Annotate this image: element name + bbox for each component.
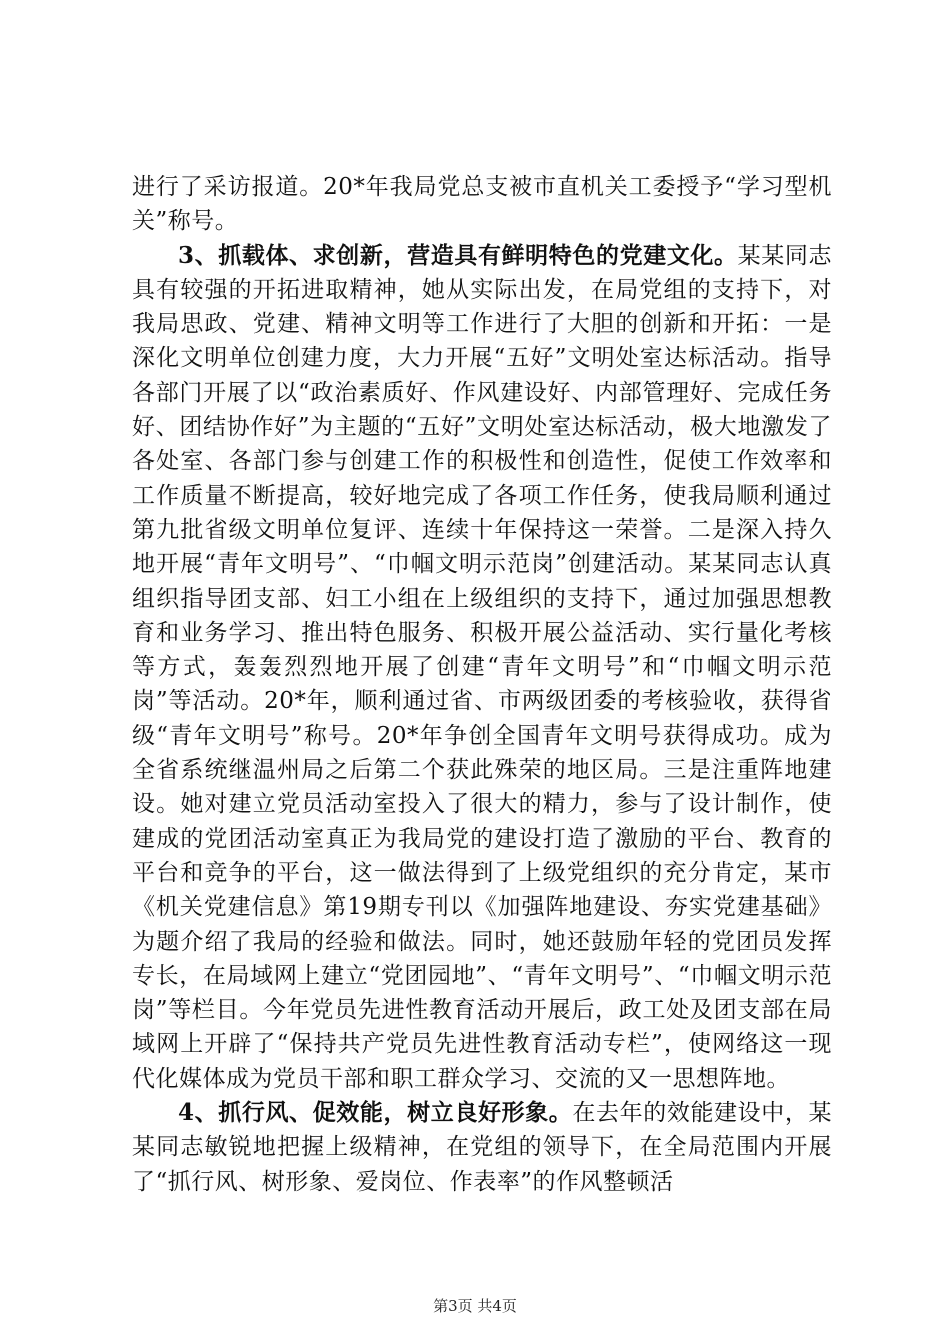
document-body xyxy=(132,170,832,1199)
paragraph-text: 进行了采访报道。20*年我局党总支被市直机关工委授予“学习型机关”称号。 xyxy=(132,174,832,235)
paragraph-section-3 xyxy=(132,239,832,1096)
section-heading-4: 4、抓行风、促效能，树立良好形象。 xyxy=(178,1099,573,1127)
page-number: 第3页 共4页 xyxy=(433,1297,517,1315)
paragraph-text: 在去年的效能建设中，某某同志敏锐地把握上级精神，在党组的领导下，在全局范围内开展了“抓行风、树形象、爱岗位、作表率”的作风整顿活 xyxy=(132,1100,832,1195)
paragraph-section-4 xyxy=(132,1096,832,1199)
section-heading-3: 3、抓载体、求创新，营造具有鲜明特色的党建文化。 xyxy=(178,241,738,269)
paragraph-continuation xyxy=(132,170,832,239)
page-footer xyxy=(0,1295,950,1316)
paragraph-text: 某某同志具有较强的开拓进取精神，她从实际出发，在局党组的支持下，对我局思政、党建、精神文明等工作进行了大胆的创新和开拓：一是深化文明单位创建力度，大力开展“五好”文明处室达标活动。指导各部门开展了以“政治素质好、作风建设好、内部管理好、完成任务好、团结协作好”为主题的“五好”文明处室达标活动，极大地激发了各处室、各部门参与创建工作的积极性和创造性，促使工作效率和工作质量不断提高，较好地完成了各项工作任务，使我局顺利通过第九批省级文明单位复评、连续十年保持这一荣誉。二是深入持久地开展“青年文明号”、“巾帼文明示范岗”创建活动。某某同志认真组织指导团支部、妇工小组在上级组织的支持下，通过加强思想教育和业务学习、推出特色服务、积极开展公益活动、实行量化考核等方式，轰轰烈烈地开展了创建“青年文明号”和“巾帼文明示范岗”等活动。20*年，顺利通过省、市两级团委的考核验收，获得省级“青年文明号”称号。20*年争创全国青年文明号获得成功。成为全省系统继温州局之后第二个获此殊荣的地区局。三是注重阵地建设。她对建立党员活动室投入了很大的精力，参与了设计制作，使建成的党团活动室真正为我局党的建设打造了激励的平台、教育的平台和竞争的平台，这一做法得到了上级党组织的充分肯定，某市《机关党建信息》第19期专刊以《加强阵地建设、夯实党建基础》为题介绍了我局的经验和做法。同时，她还鼓励年轻的党团员发挥专长，在局域网上建立“党团园地”、“青年文明号”、“巾帼文明示范岗”等栏目。今年党员先进性教育活动开展后，政工处及团支部在局域网上开辟了“保持共产党员先进性教育活动专栏”，使网络这一现代化媒体成为党员干部和职工群众学习、交流的又一思想阵地。 xyxy=(132,242,832,1092)
